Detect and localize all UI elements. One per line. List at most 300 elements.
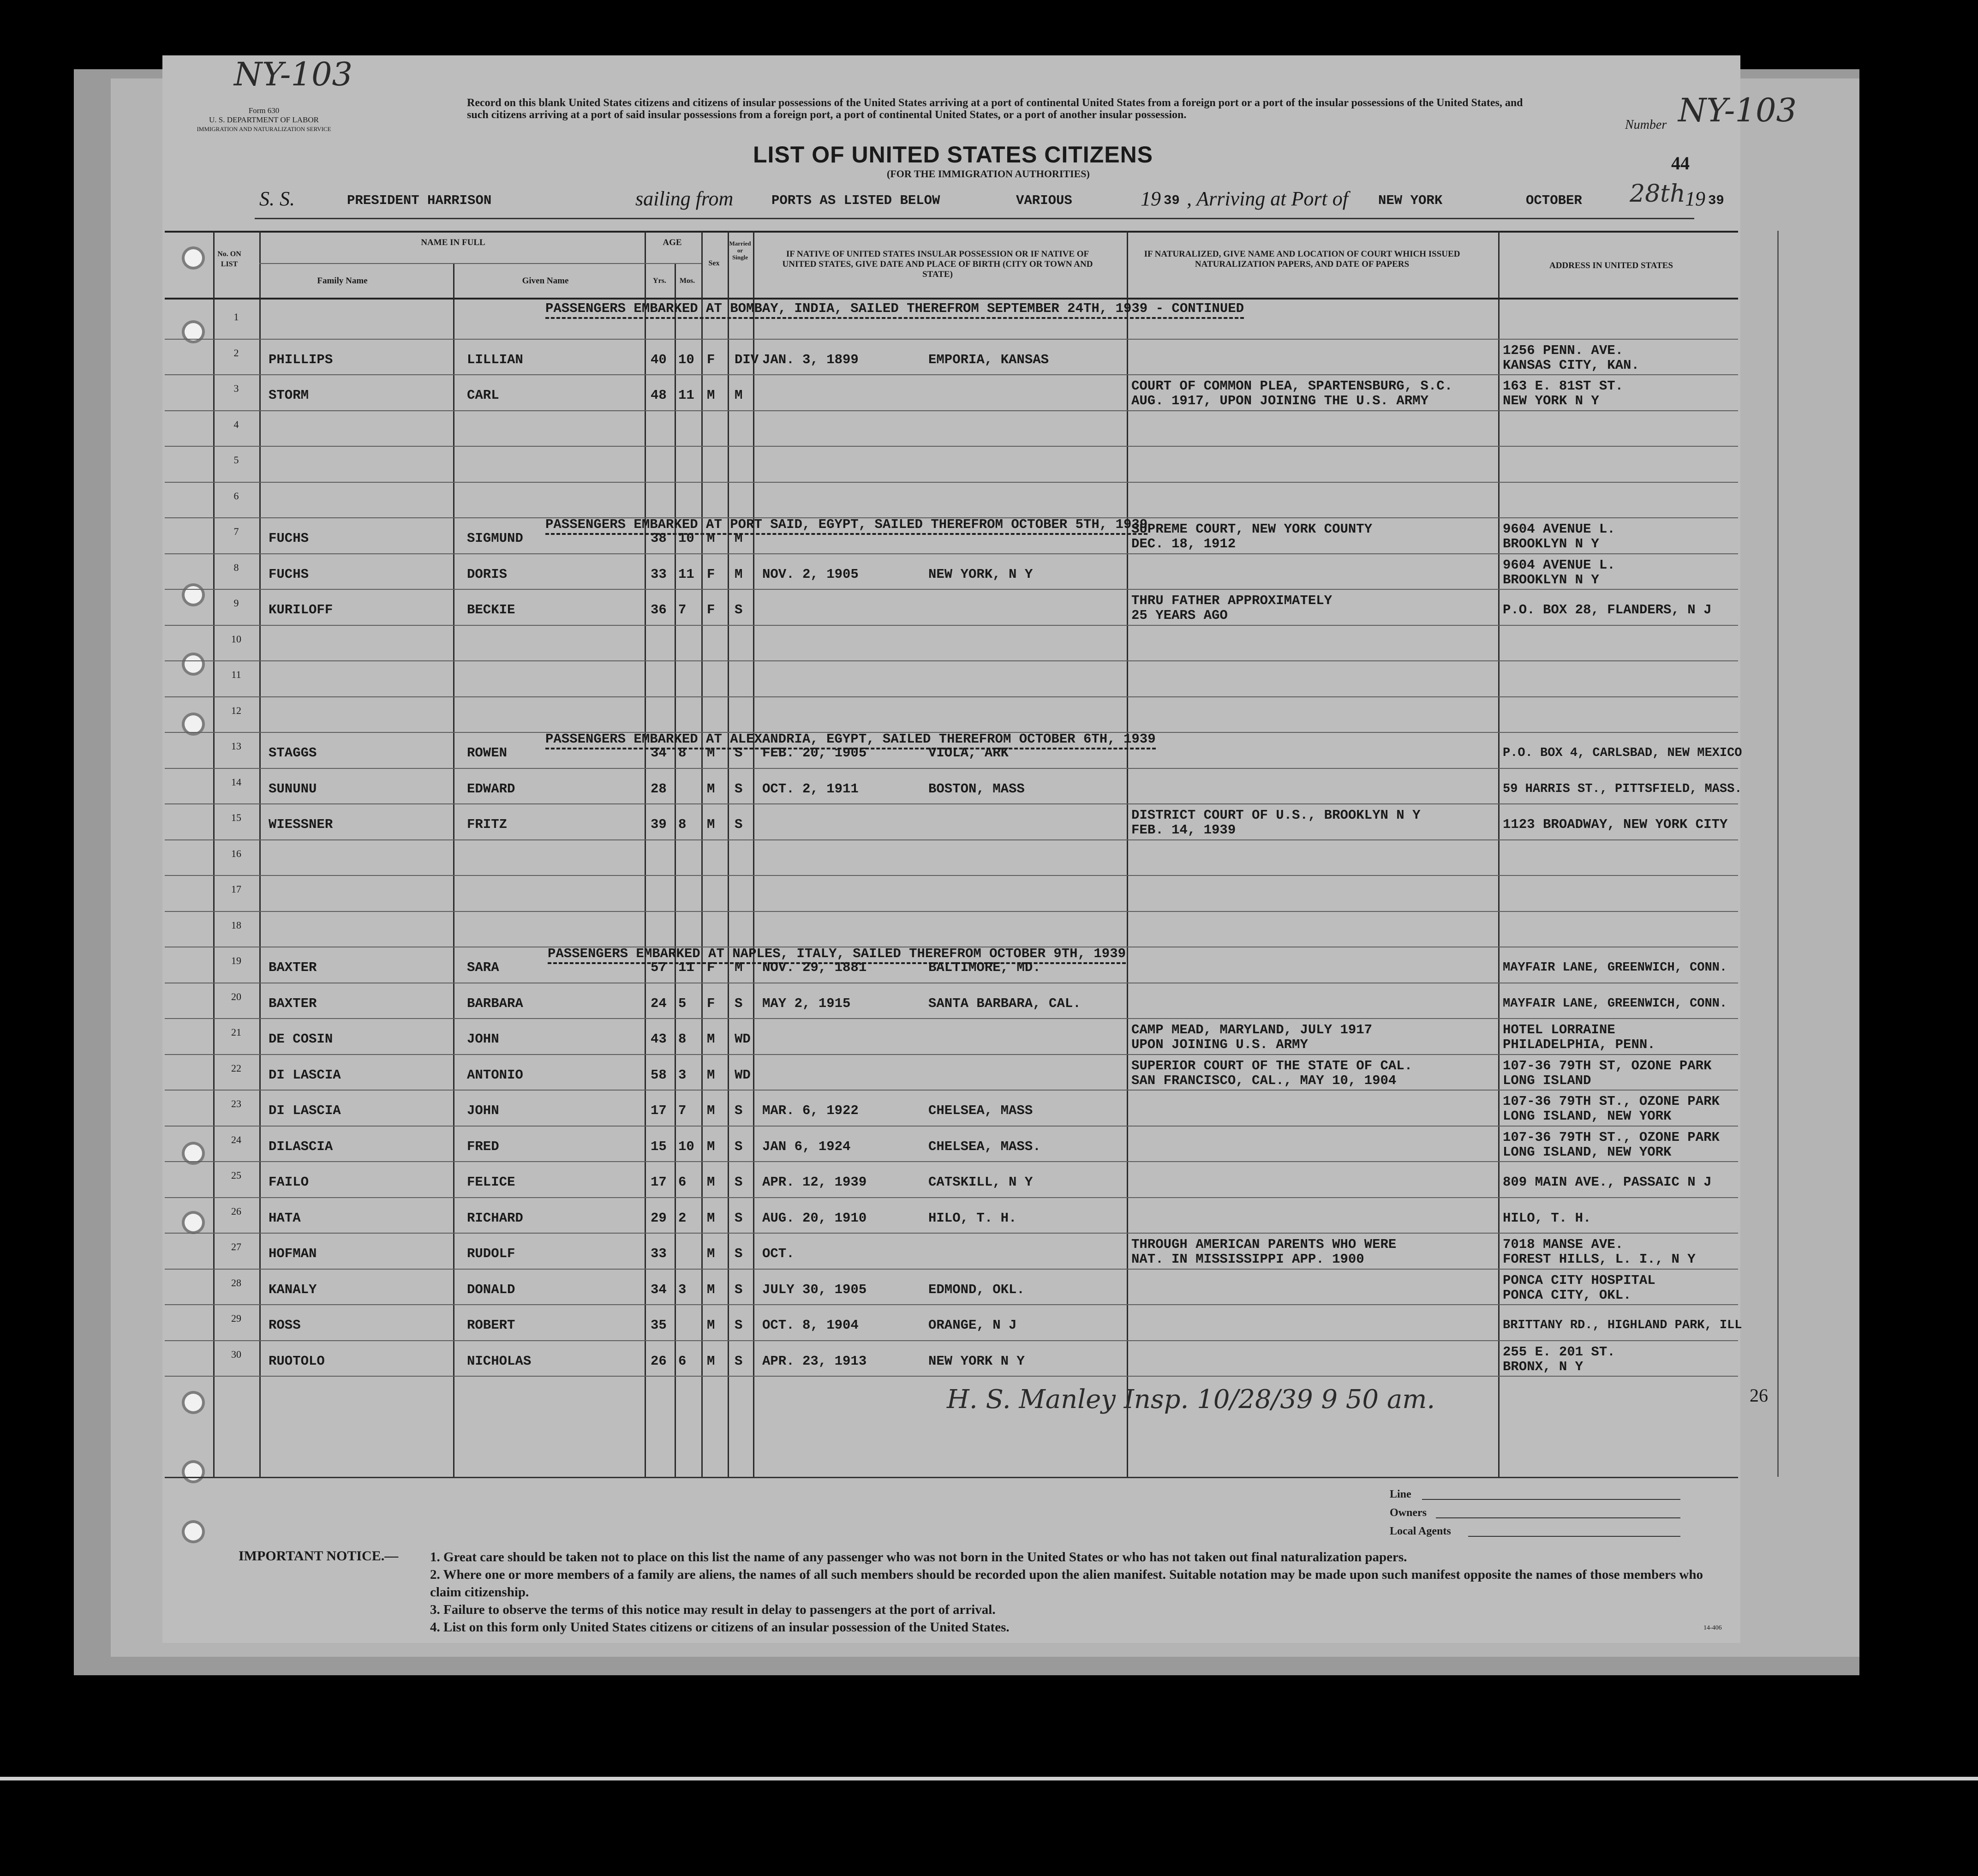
birth-date: FEB. 20, 1905 bbox=[762, 745, 867, 761]
family-name: DI LASCIA bbox=[269, 1067, 341, 1083]
row-number: 28 bbox=[231, 1277, 241, 1289]
col-rule bbox=[753, 231, 754, 1477]
sex: M bbox=[707, 745, 715, 761]
row-number: 1 bbox=[233, 311, 239, 323]
family-name: DI LASCIA bbox=[269, 1103, 341, 1118]
col-header-no: No. ON LIST bbox=[217, 250, 241, 268]
row-rule bbox=[165, 1340, 1738, 1341]
age-years: 33 bbox=[651, 1246, 667, 1261]
naturalization-line-1: SUPERIOR COURT OF THE STATE OF CAL. bbox=[1131, 1058, 1413, 1073]
address-line-2: LONG ISLAND, NEW YORK bbox=[1503, 1144, 1672, 1160]
age-months: 5 bbox=[678, 995, 687, 1011]
marital-status: S bbox=[735, 817, 743, 832]
family-name: BAXTER bbox=[269, 960, 317, 975]
row-rule bbox=[165, 410, 1738, 411]
owners-label: Owners bbox=[1390, 1507, 1427, 1519]
address-line-1: HOTEL LORRAINE bbox=[1503, 1022, 1615, 1037]
row-number: 26 bbox=[231, 1205, 241, 1217]
sex: M bbox=[707, 1318, 715, 1333]
age-years: 28 bbox=[651, 781, 667, 797]
given-name: FRED bbox=[467, 1139, 499, 1154]
col-header-mos: Mos. bbox=[679, 277, 695, 285]
row-number: 24 bbox=[231, 1133, 241, 1145]
col-header-native: IF NATIVE OF UNITED STATES INSULAR POSSESSION OR IF NATIVE OF UNITED STATES, GIVE DATE AND PLACE OF BIRTH (CITY OR TOWN AND STATE) bbox=[782, 249, 1093, 279]
row-number: 7 bbox=[233, 526, 239, 537]
address-line-2: KANSAS CITY, KAN. bbox=[1503, 357, 1639, 373]
age-years: 33 bbox=[651, 566, 667, 582]
row-rule bbox=[165, 696, 1738, 697]
given-name: ROWEN bbox=[467, 745, 508, 761]
sex: F bbox=[707, 602, 715, 617]
col-header-family: Family Name bbox=[317, 276, 368, 286]
col-header-married: Married or Single bbox=[729, 240, 751, 261]
handwritten-number-right: NY-103 bbox=[1678, 91, 1797, 129]
marital-status: S bbox=[735, 995, 743, 1011]
handwritten-list-number: NY-103 bbox=[234, 55, 353, 93]
year-prefix-2: 19 bbox=[1685, 187, 1705, 210]
notice-4: 4. List on this form only United States citizens or citizens of an insular possession of the United States. bbox=[430, 1620, 1010, 1635]
age-years: 40 bbox=[651, 352, 667, 367]
marital-status: M bbox=[735, 960, 743, 975]
sex: M bbox=[707, 1175, 715, 1190]
birth-place: CHELSEA, MASS bbox=[928, 1103, 1033, 1118]
punch-hole bbox=[185, 323, 202, 341]
given-name: JOHN bbox=[467, 1103, 499, 1118]
row-number: 5 bbox=[233, 454, 239, 466]
row-rule bbox=[165, 1018, 1738, 1019]
address-line-1: MAYFAIR LANE, GREENWICH, CONN. bbox=[1503, 996, 1727, 1011]
given-name: FRITZ bbox=[467, 817, 508, 832]
row-number: 16 bbox=[231, 847, 241, 859]
year-prefix-1: 19 bbox=[1141, 187, 1161, 210]
birth-date: JAN 6, 1924 bbox=[762, 1139, 851, 1154]
birth-date: APR. 23, 1913 bbox=[762, 1353, 867, 1369]
given-name: BARBARA bbox=[467, 995, 523, 1011]
birth-date: AUG. 20, 1910 bbox=[762, 1210, 867, 1226]
naturalization-line-2: FEB. 14, 1939 bbox=[1131, 822, 1236, 838]
arrival-day: 28th bbox=[1630, 180, 1685, 208]
age-months: 10 bbox=[678, 1139, 694, 1154]
page-title: LIST OF UNITED STATES CITIZENS bbox=[753, 142, 1153, 168]
address-line-1: 9604 AVENUE L. bbox=[1503, 521, 1615, 537]
year-2: 39 bbox=[1708, 193, 1724, 208]
section-heading: PASSENGERS EMBARKED AT BOMBAY, INDIA, SAILED THEREFROM SEPTEMBER 24TH, 1939 - CONTINUED bbox=[545, 301, 1244, 319]
age-months: 11 bbox=[678, 566, 694, 582]
row-rule bbox=[165, 1233, 1738, 1234]
age-months: 8 bbox=[678, 817, 687, 832]
address-line-2: PHILADELPHIA, PENN. bbox=[1503, 1037, 1655, 1052]
notice-title: IMPORTANT NOTICE.— bbox=[239, 1548, 399, 1564]
birth-place: ORANGE, N J bbox=[928, 1318, 1017, 1333]
row-rule bbox=[165, 1304, 1738, 1305]
given-name: SARA bbox=[467, 960, 499, 975]
row-number: 19 bbox=[231, 955, 241, 966]
sex: M bbox=[707, 1067, 715, 1083]
given-name: BECKIE bbox=[467, 602, 515, 617]
section-heading: PASSENGERS EMBARKED AT NAPLES, ITALY, SAILED THEREFROM OCTOBER 9TH, 1939 bbox=[548, 946, 1126, 964]
manifest-sheet bbox=[162, 55, 1797, 1643]
naturalization-line-2: DEC. 18, 1912 bbox=[1131, 536, 1236, 551]
address-line-2: BROOKLYN N Y bbox=[1503, 572, 1599, 587]
birth-date: MAR. 6, 1922 bbox=[762, 1103, 859, 1118]
marital-status: M bbox=[735, 531, 743, 546]
naturalization-line-2: SAN FRANCISCO, CAL., MAY 10, 1904 bbox=[1131, 1073, 1397, 1088]
age-years: 48 bbox=[651, 388, 667, 403]
marital-status: S bbox=[735, 1175, 743, 1190]
row-number: 3 bbox=[233, 383, 239, 394]
birth-place: CHELSEA, MASS. bbox=[928, 1139, 1041, 1154]
row-rule bbox=[165, 768, 1738, 769]
row-number: 21 bbox=[231, 1026, 241, 1038]
notice-1: 1. Great care should be taken not to place on this list the name of any passenger who was not born in the United States or who has not taken out final naturalization papers. bbox=[430, 1550, 1407, 1564]
sub-header-rule bbox=[259, 263, 701, 264]
age-months: 11 bbox=[678, 960, 694, 975]
col-header-naturalized: IF NATURALIZED, GIVE NAME AND LOCATION OF COURT WHICH ISSUED NATURALIZATION PAPERS, AND DATE OF PAPERS bbox=[1144, 249, 1460, 269]
arriving-label: , Arriving at Port of bbox=[1187, 187, 1348, 210]
given-name: DORIS bbox=[467, 566, 508, 582]
age-months: 7 bbox=[678, 1103, 687, 1118]
row-number: 11 bbox=[231, 669, 241, 680]
col-rule bbox=[259, 231, 261, 1477]
naturalization-line-1: THRU FATHER APPROXIMATELY bbox=[1131, 593, 1333, 608]
arrival-port: NEW YORK bbox=[1378, 193, 1443, 208]
sex: F bbox=[707, 960, 715, 975]
address-line-1: 809 MAIN AVE., PASSAIC N J bbox=[1503, 1175, 1712, 1190]
given-name: FELICE bbox=[467, 1175, 515, 1190]
address-line-1: 107-36 79TH ST., OZONE PARK bbox=[1503, 1129, 1720, 1145]
section-heading: PASSENGERS EMBARKED AT PORT SAID, EGYPT, SAILED THEREFROM OCTOBER 5TH, 1939 bbox=[545, 517, 1147, 535]
birth-date: JULY 30, 1905 bbox=[762, 1282, 867, 1297]
row-rule bbox=[165, 553, 1738, 554]
form-id-block bbox=[185, 106, 342, 134]
row-number: 25 bbox=[231, 1169, 241, 1181]
family-name: KANALY bbox=[269, 1282, 317, 1297]
family-name: PHILLIPS bbox=[269, 352, 333, 367]
address-line-1: 9604 AVENUE L. bbox=[1503, 557, 1615, 573]
age-months: 2 bbox=[678, 1210, 687, 1226]
row-rule bbox=[165, 911, 1738, 912]
sailing-from-label: sailing from bbox=[635, 187, 734, 210]
address-line-1: 59 HARRIS ST., PITTSFIELD, MASS. bbox=[1503, 782, 1742, 796]
punch-hole bbox=[185, 1214, 202, 1231]
row-rule bbox=[165, 1090, 1738, 1091]
marital-status: S bbox=[735, 1353, 743, 1369]
age-years: 15 bbox=[651, 1139, 667, 1154]
header-underline bbox=[255, 218, 1694, 219]
address-line-1: HILO, T. H. bbox=[1503, 1210, 1591, 1226]
punch-hole bbox=[185, 1145, 202, 1162]
marital-status: S bbox=[735, 1103, 743, 1118]
marital-status: WD bbox=[735, 1031, 751, 1047]
col-rule bbox=[701, 231, 703, 1477]
col-header-address: ADDRESS IN UNITED STATES bbox=[1549, 261, 1673, 270]
birth-date: NOV. 2, 1905 bbox=[762, 566, 859, 582]
age-months: 7 bbox=[678, 602, 687, 617]
birth-place: EMPORIA, KANSAS bbox=[928, 352, 1049, 367]
row-number: 18 bbox=[231, 919, 241, 931]
age-years: 57 bbox=[651, 960, 667, 975]
family-name: DILASCIA bbox=[269, 1139, 333, 1154]
row-number: 6 bbox=[233, 490, 239, 502]
row-rule bbox=[165, 625, 1738, 626]
service-name: IMMIGRATION AND NATURALIZATION SERVICE bbox=[197, 126, 331, 132]
punch-hole bbox=[185, 1523, 202, 1540]
address-line-1: PONCA CITY HOSPITAL bbox=[1503, 1272, 1655, 1288]
row-number: 2 bbox=[233, 347, 239, 359]
age-months: 11 bbox=[678, 388, 694, 403]
address-line-1: P.O. BOX 28, FLANDERS, N J bbox=[1503, 602, 1712, 617]
sex: M bbox=[707, 1246, 715, 1261]
col-rule bbox=[675, 263, 676, 1477]
row-rule bbox=[165, 1126, 1738, 1127]
age-months: 3 bbox=[678, 1067, 687, 1083]
family-name: SUNUNU bbox=[269, 781, 317, 797]
address-line-2: FOREST HILLS, L. I., N Y bbox=[1503, 1252, 1696, 1267]
age-years: 26 bbox=[651, 1353, 667, 1369]
age-months: 10 bbox=[678, 531, 694, 546]
marital-status: M bbox=[735, 388, 743, 403]
notice-2: 2. Where one or more members of a family are aliens, the names of all such members should be recorded upon the alien manifest. Suitable notation may be made upon such manifest opposite the names of those members who claim citizenship. bbox=[430, 1567, 1703, 1600]
marital-status: S bbox=[735, 1139, 743, 1154]
ship-name: PRESIDENT HARRISON bbox=[347, 193, 492, 208]
line-label: Line bbox=[1390, 1488, 1411, 1500]
birth-date: OCT. 8, 1904 bbox=[762, 1318, 859, 1333]
address-line-1: 7018 MANSE AVE. bbox=[1503, 1237, 1624, 1252]
passenger-count: 26 bbox=[1750, 1385, 1768, 1406]
row-number: 14 bbox=[231, 776, 241, 788]
age-months: 3 bbox=[678, 1282, 687, 1297]
given-name: RUDOLF bbox=[467, 1246, 515, 1261]
row-rule bbox=[165, 339, 1738, 340]
sex: M bbox=[707, 1353, 715, 1369]
marital-status: S bbox=[735, 1210, 743, 1226]
family-name: FAILO bbox=[269, 1175, 309, 1190]
age-months: 10 bbox=[678, 352, 694, 367]
col-header-given: Given Name bbox=[522, 276, 569, 286]
address-line-1: 107-36 79TH ST., OZONE PARK bbox=[1503, 1094, 1720, 1109]
naturalization-line-2: 25 YEARS AGO bbox=[1131, 608, 1228, 623]
various: VARIOUS bbox=[1016, 193, 1072, 208]
row-rule bbox=[165, 1269, 1738, 1270]
row-rule bbox=[165, 1376, 1738, 1377]
birth-date: OCT. bbox=[762, 1246, 795, 1261]
table-bottom-rule bbox=[165, 1477, 1738, 1478]
age-years: 38 bbox=[651, 531, 667, 546]
birth-place: HILO, T. H. bbox=[928, 1210, 1017, 1226]
form-code: 14-406 bbox=[1703, 1624, 1722, 1631]
line-rule bbox=[1422, 1499, 1680, 1500]
family-name: STORM bbox=[269, 388, 309, 403]
notice-3: 3. Failure to observe the terms of this notice may result in delay to passengers at the port of arrival. bbox=[430, 1602, 996, 1617]
sex: M bbox=[707, 1031, 715, 1047]
marital-status: S bbox=[735, 1246, 743, 1261]
address-line-1: 255 E. 201 ST. bbox=[1503, 1344, 1615, 1360]
naturalization-line-1: COURT OF COMMON PLEA, SPARTENSBURG, S.C. bbox=[1131, 378, 1453, 394]
family-name: HOFMAN bbox=[269, 1246, 317, 1261]
birth-place: SANTA BARBARA, CAL. bbox=[928, 995, 1081, 1011]
scan-edge-line bbox=[0, 1777, 1978, 1780]
col-header-age: AGE bbox=[663, 238, 682, 247]
col-rule bbox=[728, 231, 729, 1477]
marital-status: S bbox=[735, 1318, 743, 1333]
birth-date: JAN. 3, 1899 bbox=[762, 352, 859, 367]
given-name: ROBERT bbox=[467, 1318, 515, 1333]
row-number: 17 bbox=[231, 883, 241, 895]
sex: M bbox=[707, 1282, 715, 1297]
address-line-2: NEW YORK N Y bbox=[1503, 393, 1599, 408]
birth-place: VIOLA, ARK bbox=[928, 745, 1009, 761]
age-years: 29 bbox=[651, 1210, 667, 1226]
age-years: 43 bbox=[651, 1031, 667, 1047]
row-number: 22 bbox=[231, 1062, 241, 1074]
address-line-1: 1256 PENN. AVE. bbox=[1503, 342, 1624, 358]
sex: M bbox=[707, 1139, 715, 1154]
age-months: 6 bbox=[678, 1353, 687, 1369]
family-name: STAGGS bbox=[269, 745, 317, 761]
col-header-name-in-full: NAME IN FULL bbox=[421, 238, 485, 247]
number-label: Number bbox=[1625, 118, 1667, 132]
row-rule bbox=[165, 839, 1738, 840]
birth-date: APR. 12, 1939 bbox=[762, 1175, 867, 1190]
col-rule bbox=[1498, 231, 1500, 1477]
row-number: 23 bbox=[231, 1098, 241, 1109]
row-rule bbox=[165, 660, 1738, 661]
punch-hole bbox=[185, 715, 202, 733]
row-rule bbox=[165, 374, 1738, 375]
family-name: FUCHS bbox=[269, 531, 309, 546]
address-line-1: 163 E. 81ST ST. bbox=[1503, 378, 1624, 394]
col-header-sex: Sex bbox=[708, 259, 720, 267]
row-rule bbox=[165, 482, 1738, 483]
address-line-1: P.O. BOX 4, CARLSBAD, NEW MEXICO bbox=[1503, 746, 1742, 760]
row-number: 30 bbox=[231, 1348, 241, 1360]
birth-place: CATSKILL, N Y bbox=[928, 1175, 1033, 1190]
naturalization-line-1: SUPREME COURT, NEW YORK COUNTY bbox=[1131, 521, 1373, 537]
row-number: 29 bbox=[231, 1313, 241, 1324]
row-rule bbox=[165, 1161, 1738, 1162]
family-name: WIESSNER bbox=[269, 817, 333, 832]
given-name: JOHN bbox=[467, 1031, 499, 1047]
address-line-2: LONG ISLAND, NEW YORK bbox=[1503, 1109, 1672, 1124]
page-subtitle: (FOR THE IMMIGRATION AUTHORITIES) bbox=[887, 168, 1090, 180]
sex: F bbox=[707, 352, 715, 367]
record-instructions: Record on this blank United States citizens and citizens of insular possessions of the United States arriving at a port of continental United States from a foreign port or a port of the insular possessions of the United States, and such citizens arriving at a port of said insular possessions from a foreign port, a port of continental United States, or a port of another insular possession. bbox=[467, 97, 1523, 121]
section-heading: PASSENGERS EMBARKED AT ALEXANDRIA, EGYPT, SAILED THEREFROM OCTOBER 6TH, 1939 bbox=[545, 731, 1156, 749]
ss-label: S. S. bbox=[259, 187, 295, 210]
header-bottom-rule bbox=[165, 298, 1738, 300]
naturalization-line-2: UPON JOINING U.S. ARMY bbox=[1131, 1037, 1308, 1052]
punch-hole bbox=[185, 249, 202, 267]
row-number: 13 bbox=[231, 740, 241, 752]
birth-place: NEW YORK, N Y bbox=[928, 566, 1033, 582]
age-years: 58 bbox=[651, 1067, 667, 1083]
punch-hole bbox=[185, 1394, 202, 1411]
age-months: 8 bbox=[678, 1031, 687, 1047]
naturalization-line-1: DISTRICT COURT OF U.S., BROOKLYN N Y bbox=[1131, 808, 1421, 823]
agents-rule bbox=[1468, 1536, 1680, 1537]
row-number: 4 bbox=[233, 418, 239, 430]
row-number: 15 bbox=[231, 812, 241, 823]
age-months: 6 bbox=[678, 1175, 687, 1190]
birth-date: NOV. 29, 1881 bbox=[762, 960, 867, 975]
sex: M bbox=[707, 1210, 715, 1226]
col-rule bbox=[1127, 231, 1128, 1477]
row-number: 27 bbox=[231, 1241, 241, 1253]
col-header-yrs: Yrs. bbox=[653, 277, 666, 285]
family-name: DE COSIN bbox=[269, 1031, 333, 1047]
marital-status: S bbox=[735, 781, 743, 797]
naturalization-line-2: AUG. 1917, UPON JOINING THE U.S. ARMY bbox=[1131, 393, 1428, 408]
row-number: 12 bbox=[231, 704, 241, 716]
table-top-rule bbox=[165, 231, 1738, 233]
row-rule bbox=[165, 803, 1738, 804]
family-name: ROSS bbox=[269, 1318, 301, 1333]
naturalization-line-1: THROUGH AMERICAN PARENTS WHO WERE bbox=[1131, 1237, 1397, 1252]
row-number: 20 bbox=[231, 990, 241, 1002]
marital-status: S bbox=[735, 602, 743, 617]
marital-status: WD bbox=[735, 1067, 751, 1083]
ports: PORTS AS LISTED BELOW bbox=[771, 193, 940, 208]
punch-hole bbox=[185, 655, 202, 673]
row-rule bbox=[165, 1197, 1738, 1198]
sex: F bbox=[707, 995, 715, 1011]
owners-rule bbox=[1436, 1517, 1680, 1518]
given-name: CARL bbox=[467, 388, 499, 403]
age-years: 17 bbox=[651, 1103, 667, 1118]
birth-date: MAY 2, 1915 bbox=[762, 995, 851, 1011]
address-line-2: BRONX, N Y bbox=[1503, 1359, 1584, 1374]
sex: M bbox=[707, 531, 715, 546]
age-years: 34 bbox=[651, 745, 667, 761]
row-number: 10 bbox=[231, 633, 241, 645]
col-rule bbox=[645, 231, 646, 1477]
birth-place: EDMOND, OKL. bbox=[928, 1282, 1025, 1297]
given-name: DONALD bbox=[467, 1282, 515, 1297]
marital-status: DIV bbox=[735, 352, 759, 367]
marital-status: S bbox=[735, 1282, 743, 1297]
col-rule bbox=[1777, 231, 1779, 1477]
marital-status: M bbox=[735, 566, 743, 582]
row-rule bbox=[165, 446, 1738, 447]
given-name: EDWARD bbox=[467, 781, 515, 797]
sex: M bbox=[707, 1103, 715, 1118]
age-years: 34 bbox=[651, 1282, 667, 1297]
age-years: 36 bbox=[651, 602, 667, 617]
given-name: RICHARD bbox=[467, 1210, 523, 1226]
col-rule bbox=[453, 263, 454, 1477]
birth-place: BOSTON, MASS bbox=[928, 781, 1025, 797]
birth-date: OCT. 2, 1911 bbox=[762, 781, 859, 797]
row-number: 9 bbox=[233, 597, 239, 609]
arrival-month: OCTOBER bbox=[1526, 193, 1582, 208]
row-rule bbox=[165, 875, 1738, 876]
year-1: 39 bbox=[1164, 193, 1180, 208]
department-name: U. S. DEPARTMENT OF LABOR bbox=[209, 115, 319, 124]
sex: F bbox=[707, 566, 715, 582]
age-years: 24 bbox=[651, 995, 667, 1011]
birth-place: BALTIMORE, MD. bbox=[928, 960, 1041, 975]
family-name: HATA bbox=[269, 1210, 301, 1226]
given-name: LILLIAN bbox=[467, 352, 523, 367]
form-number: Form 630 bbox=[248, 106, 280, 115]
row-rule bbox=[165, 1054, 1738, 1055]
sex: M bbox=[707, 817, 715, 832]
naturalization-line-2: NAT. IN MISSISSIPPI APP. 1900 bbox=[1131, 1252, 1364, 1267]
col-rule bbox=[213, 231, 215, 1477]
address-line-2: BROOKLYN N Y bbox=[1503, 536, 1599, 551]
family-name: KURILOFF bbox=[269, 602, 333, 617]
birth-place: NEW YORK N Y bbox=[928, 1353, 1025, 1369]
